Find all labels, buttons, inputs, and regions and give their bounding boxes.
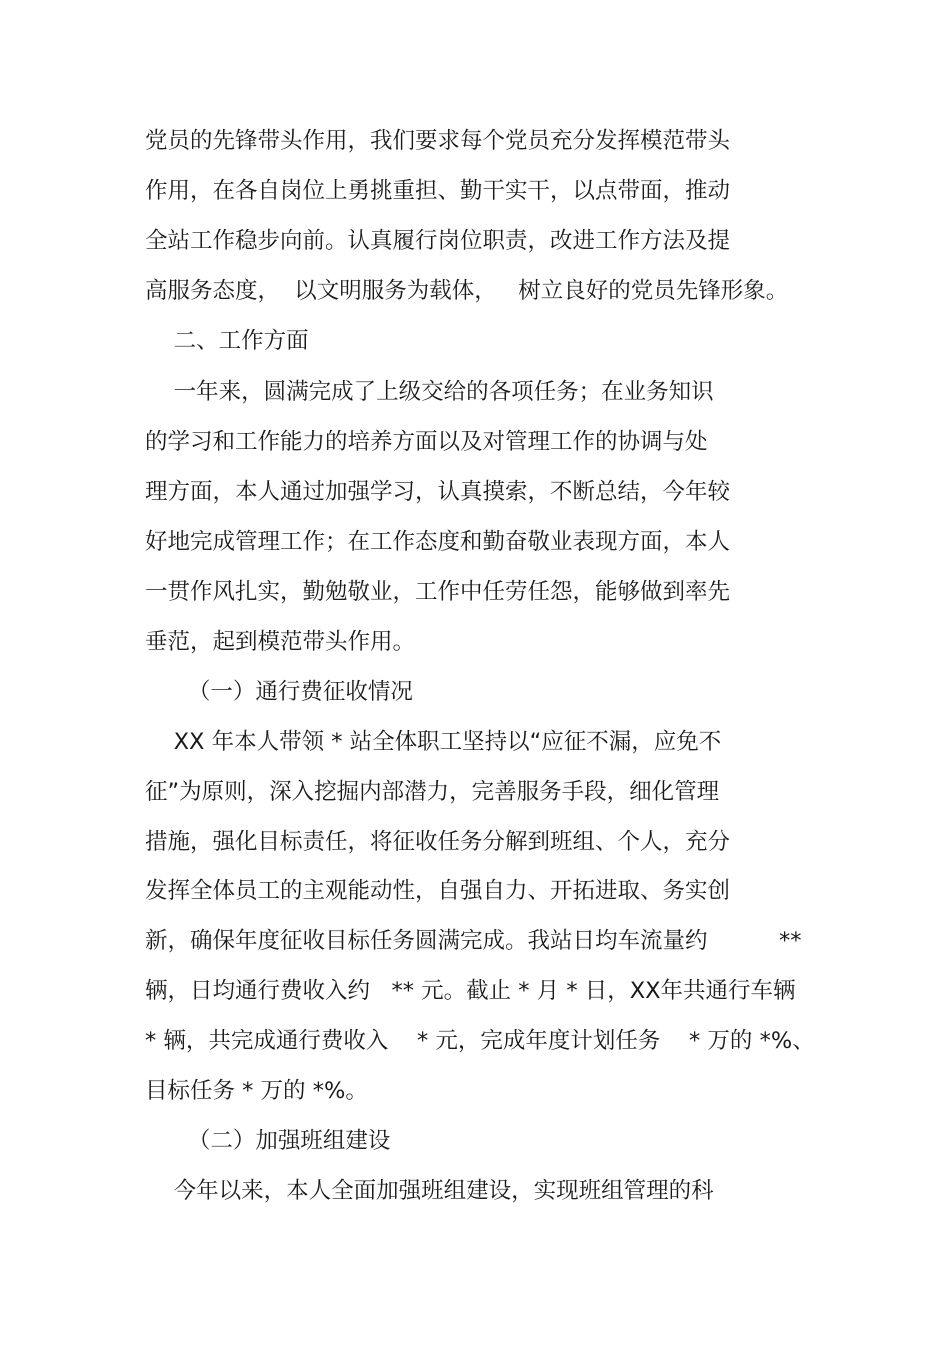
text-line: 垂范，起到模范带头作用。 <box>145 629 416 655</box>
text-line: 一年来，圆满完成了上级交给的各项任务；在业务知识 <box>145 379 714 405</box>
section-heading: 二、工作方面 <box>145 328 309 354</box>
text-line: 新，确保年度征收目标任务圆满完成。我站日均车流量约 ** <box>145 928 802 954</box>
text-line: 党员的先锋带头作用，我们要求每个党员充分发挥模范带头 <box>145 128 731 154</box>
text-line: 好地完成管理工作；在工作态度和勤奋敬业表现方面，本人 <box>145 529 731 555</box>
text-line: 一贯作风扎实，勤勉敬业，工作中任劳任怨，能够做到率先 <box>145 579 731 605</box>
text-line: 的学习和工作能力的培养方面以及对管理工作的协调与处 <box>145 429 708 455</box>
text-line: * 辆，共完成通行费收入 * 元，完成年度计划任务 * 万的 *%、 <box>145 1028 815 1054</box>
text-line: 高服务态度， 以文明服务为载体， 树立良好的党员先锋形象。 <box>145 278 789 304</box>
text-line: 理方面，本人通过加强学习，认真摸索，不断总结，今年较 <box>145 479 731 505</box>
text-line: 作用，在各自岗位上勇挑重担、勤干实干，以点带面，推动 <box>145 178 731 204</box>
text-line: 措施，强化目标责任，将征收任务分解到班组、个人，充分 <box>145 829 731 855</box>
text-line: 辆，日均通行费收入约 ** 元。截止 * 月 * 日，XX年共通行车辆 <box>145 978 796 1004</box>
subsection-heading: （二）加强班组建设 <box>145 1128 391 1154</box>
text-line: 征”为原则，深入挖掘内部潜力，完善服务手段，细化管理 <box>145 779 720 805</box>
text-line: XX 年本人带领 * 站全体职工坚持以“应征不漏，应免不 <box>145 729 722 755</box>
text-line: 发挥全体员工的主观能动性，自强自力、开拓进取、务实创 <box>145 878 731 904</box>
subsection-heading: （一）通行费征收情况 <box>145 679 413 705</box>
text-line: 全站工作稳步向前。认真履行岗位职责，改进工作方法及提 <box>145 228 731 254</box>
text-line: 今年以来，本人全面加强班组建设，实现班组管理的科 <box>145 1178 714 1204</box>
text-line: 目标任务 * 万的 *%。 <box>145 1078 368 1104</box>
